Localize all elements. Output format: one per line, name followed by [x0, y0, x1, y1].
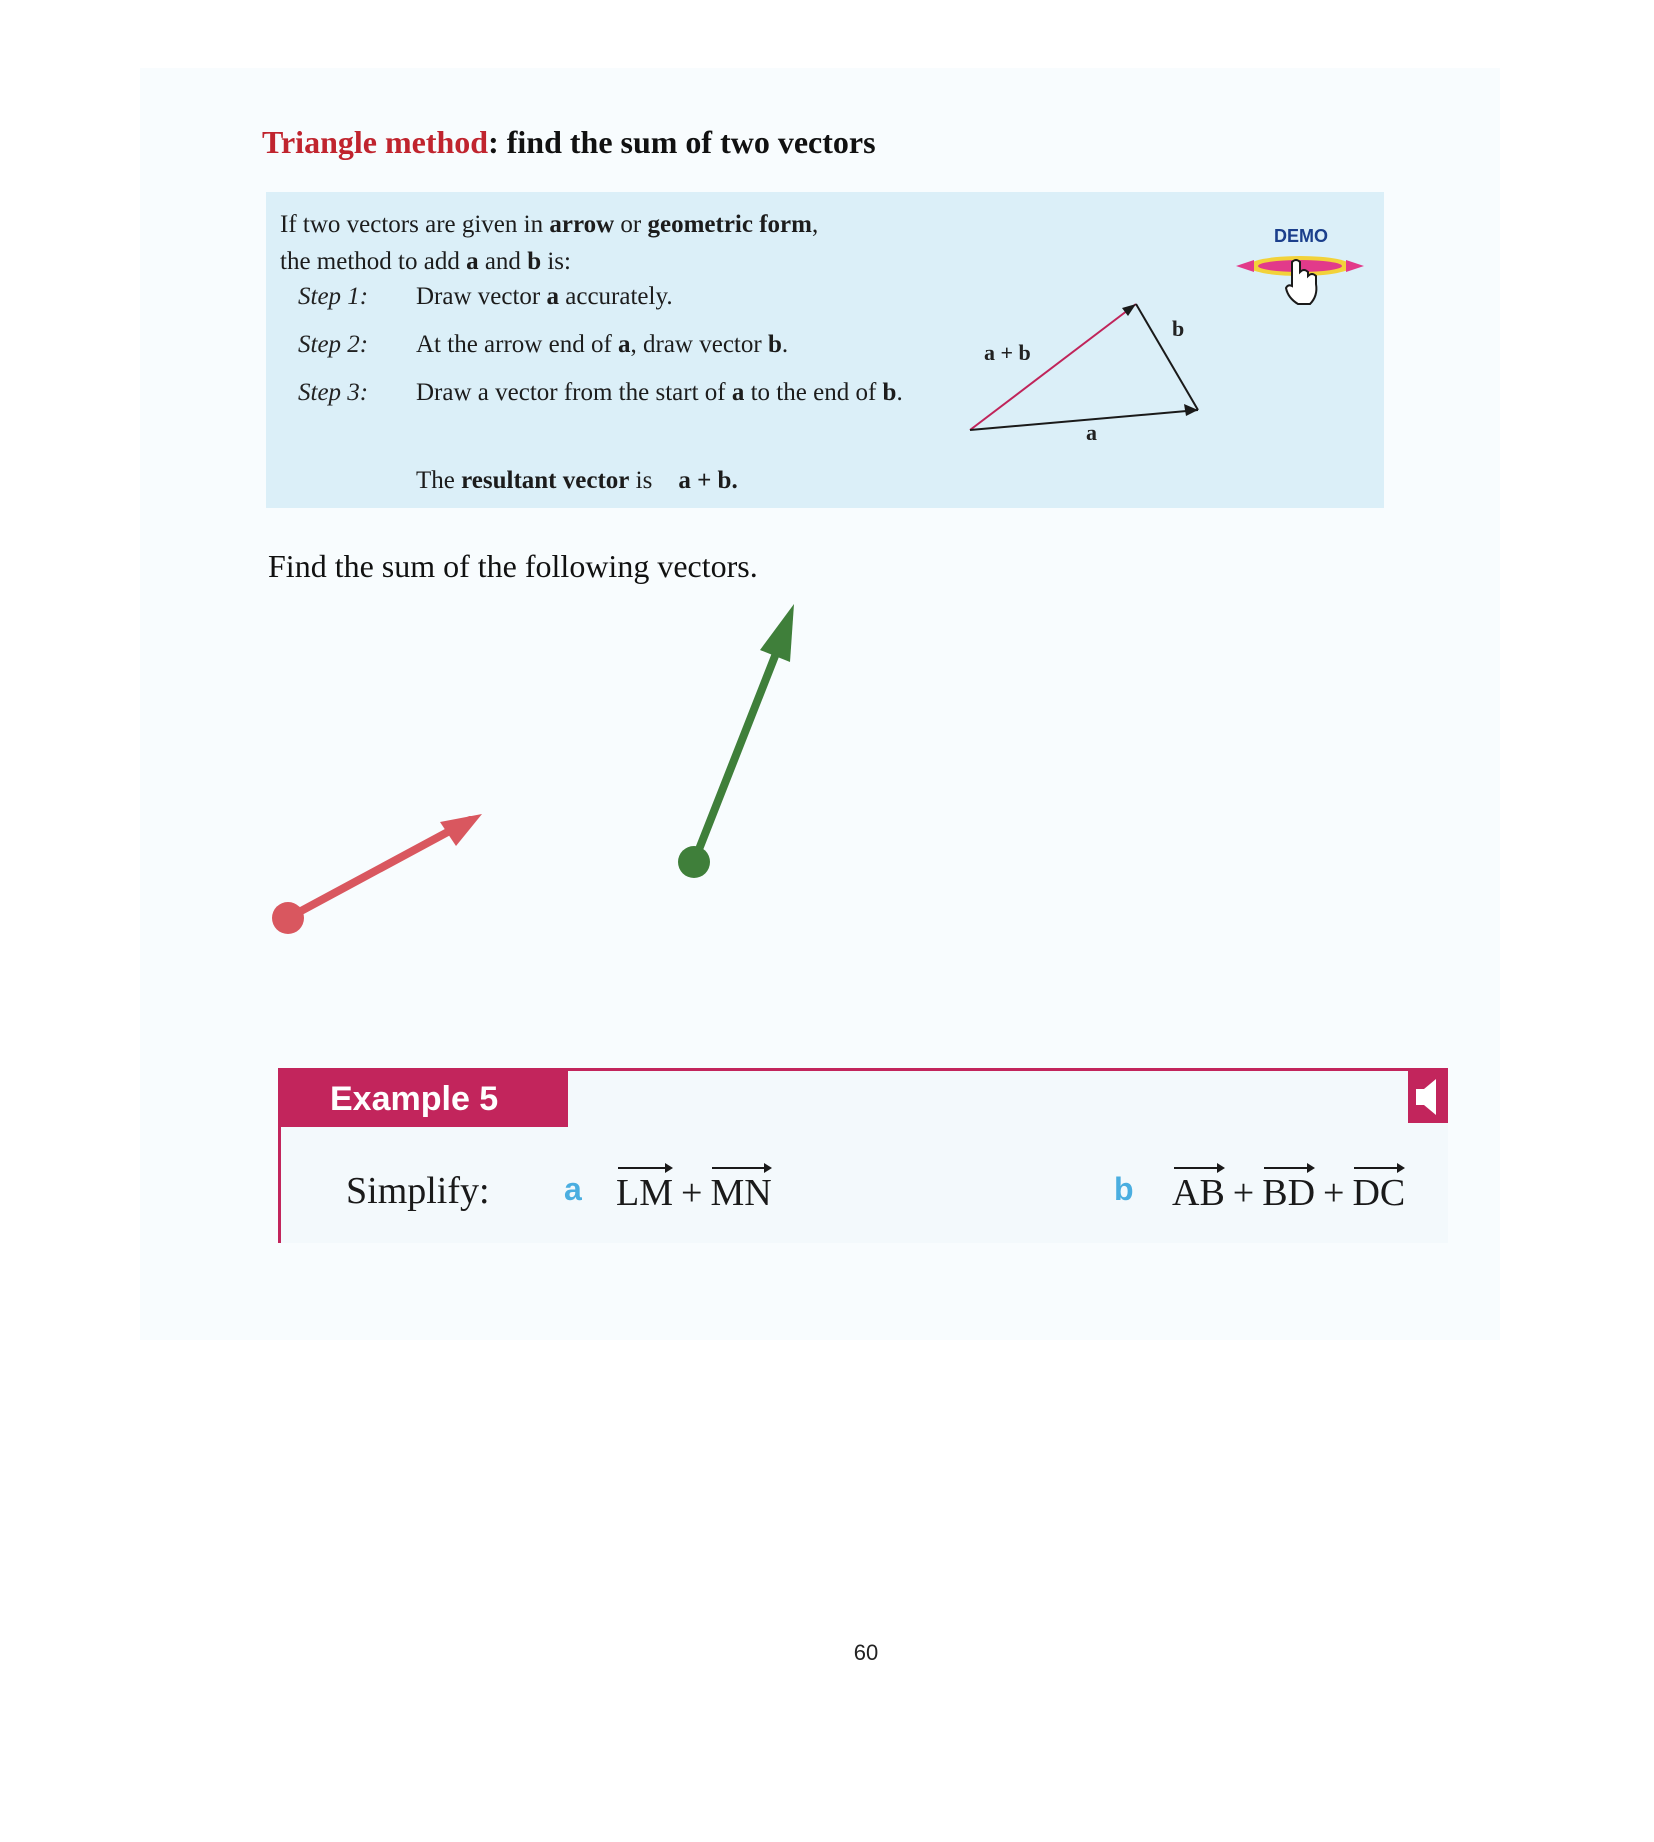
- speaker-icon: [1408, 1071, 1448, 1123]
- part-b-label: b: [1114, 1171, 1134, 1207]
- hand-pointer-icon: [1226, 222, 1376, 322]
- method-info-box: If two vectors are given in arrow or geometric form, the method to add a and b is: Step 1: Draw vector a accurately. Step 2: At the arrow end of a, draw vector b. Step 3: Draw a vector from the start of a to the end of b. The resultant vector is a + b.: [266, 192, 1384, 508]
- example-5-box: [278, 1068, 1448, 1243]
- resultant-vector-line: [970, 304, 1136, 430]
- vector-b-line: [1136, 304, 1198, 410]
- exercise-prompt: Find the sum of the following vectors.: [268, 548, 758, 584]
- demo-label: DEMO: [1274, 226, 1328, 246]
- expression-b: AB + BD + DC: [1172, 1167, 1405, 1215]
- intro-text: If two vectors are given in arrow or geometric form, the method to add a and b is:: [280, 211, 819, 275]
- demo-button[interactable]: [1226, 222, 1376, 322]
- example-tab: Example 5: [278, 1071, 568, 1127]
- label-a: a: [1086, 420, 1097, 445]
- label-b: b: [1172, 316, 1185, 341]
- page-number: 60: [853, 1640, 879, 1665]
- simplify-label: Simplify:: [346, 1170, 490, 1212]
- label-a-plus-b: a + b: [984, 340, 1031, 365]
- part-a-label: a: [564, 1171, 582, 1207]
- audio-button[interactable]: [1408, 1071, 1448, 1123]
- resultant-line: The resultant vector is a + b.: [416, 467, 738, 494]
- vector-a-line: [970, 410, 1198, 430]
- section-title: Triangle method: find the sum of two vectors: [262, 124, 876, 160]
- expression-a: LM + MN: [616, 1167, 772, 1215]
- triangle-diagram: [960, 292, 1220, 452]
